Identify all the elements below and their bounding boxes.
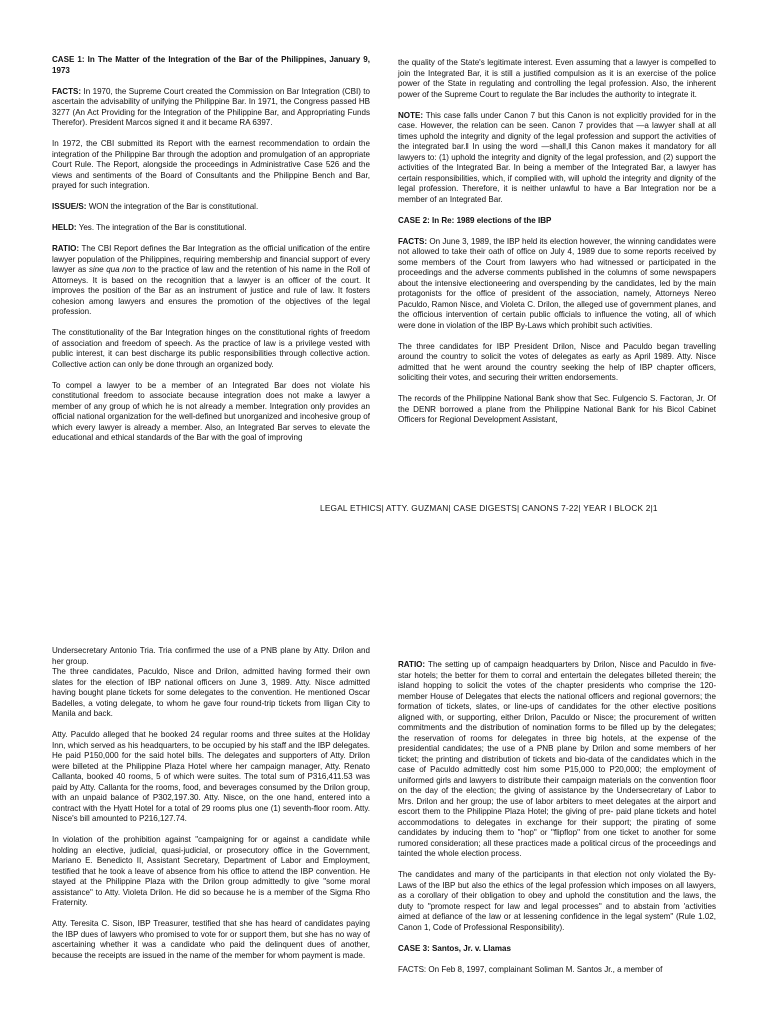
- case2-ratio: [398, 660, 716, 860]
- case1-compel-paragraph: To compel a lawyer to be a member of an Integrated Bar does not violate his constitutional freedom to associate because integration does not make a lawyer a member of any group of which he is not already a member. Integration only provides an official national organization for the well-defined but unorganized and incohesive group of which every lawyer is already a member. Also, an Integrated Bar serves to elevate the educational and ethical standards of the Bar with the goal of improving: [52, 380, 370, 442]
- page1-right-column: [398, 58, 716, 426]
- ratio-latin-term: sine qua non: [88, 265, 136, 274]
- page1-left-column: [52, 55, 370, 444]
- case1-facts-paragraph-2: In 1972, the CBI submitted its Report with the earnest recommendation to ordain the integration of the Philippine Bar through the adoption and promulgation of an appropriate Court Rule. The Report, alongside the proceedings in Administrative Case 526 and the views and sentiments of the Board of Consultants and the Philippine Bench and Bar, prayed for such integration.: [52, 139, 370, 190]
- issue-text: WON the integration of the Bar is constitutional.: [88, 202, 259, 211]
- ratio-text-a: The CBI Report defines the Bar Integration as the official unification of the entire lawyer population of the Philippines, requiring membership and financial support of every lawyer as: [52, 244, 370, 274]
- ratio-label: RATIO:: [52, 244, 80, 253]
- case2-ratio-label: RATIO:: [398, 660, 426, 669]
- case1-facts-text: In 1970, the Supreme Court created the Commission on Bar Integration (CBI) to ascertain the advisability of unifying the Philippine Bar. In 1971, the Congress passed HB 3277 (An Act Providing for the Integration of the Philippine Bar, and Appropriating Funds Therefor). President Marcos signed it and it became RA 6397.: [52, 86, 370, 127]
- issue-label: ISSUE/S:: [52, 202, 87, 211]
- page2-right-column: [398, 660, 716, 975]
- tria-sentence: Undersecretary Antonio Tria. Tria confirmed the use of a PNB plane by Atty. Drilon and her group.: [52, 646, 370, 666]
- held-text: Yes. The integration of the Bar is constitutional.: [78, 223, 247, 232]
- case3-facts-cut-line: FACTS: On Feb 8, 1997, complainant Soliman M. Santos Jr., a member of: [398, 964, 663, 974]
- page-footer: LEGAL ETHICS| ATTY. GUZMAN| CASE DIGESTS| CANONS 7-22| YEAR I BLOCK 2|1: [320, 503, 658, 513]
- note-text: This case falls under Canon 7 but this Canon is not explicitly provided for in the case. However, the relation can be seen. Canon 7 provides that ―a lawyer shall at all times uphold the integrity and dignity of the legal profession and support the activities of the integrated bar.‖ In using the word ―shall,‖ this Canon makes it mandatory for all lawyers to: (1) uphold the integrity and dignity of the legal profession, and (2) support the activities of the Integrated Bar. In being a member of the Integrated Bar, a lawyer has certain responsibilities, which, if complied with, will uphold the integrity and dignity of the legal profession. Therefore, it is neither unlawful to have a Bar Integration nor be a member of an Integrated Bar.: [398, 110, 716, 204]
- case2-ethics-paragraph: The candidates and many of the participants in that election not only violated the By-Laws of the IBP but also the ethics of the legal profession which imposes on all lawyers, as a corollary of their obligation to obey and uphold the constitution and the laws, the duty to "promote respect for law and legal processes" and to abstain from 'activities aimed at defiance of the law or at lessening confidence in the legal system" (Rule 1.02, Canon 1, Code of Professional Responsibility).: [398, 870, 716, 932]
- case1-issue: [52, 202, 370, 213]
- case1-note: [398, 111, 716, 206]
- case1-ratio: [52, 244, 370, 318]
- facts-label: FACTS:: [52, 86, 82, 96]
- case1-heading: CASE 1: In The Matter of the Integration of the Bar of the Philippines, January 9, 1973: [52, 55, 370, 75]
- case2-continuation-paragraph: [52, 646, 370, 720]
- case2-facts-text: On June 3, 1989, the IBP held its election however, the winning candidates were not allowed to take their oath of office on July 4, 1989 due to some reports received by some members of the Court from lawyers who had witnessed or participated in the proceedings and the adverse comments published in the columns of some newspapers about the intensive electioneering and overspending by the candidates, led by the main protagonists for the office of president of the association, namely, Attorneys Nereo Paculdo, Ramon Nisce, and Violeta C. Drilon, the alleged use of government planes, and the officious intervention of certain public officials to influence the voting, all of which were done in violation of the IBP By-Laws which prohibit such activities.: [398, 236, 716, 330]
- document-page-2: [0, 640, 768, 1024]
- case2-facts-paragraph: [398, 237, 716, 332]
- slates-sentence: The three candidates, Paculdo, Nisce and Drilon, admitted having formed their own slates for the election of IBP national officers on June 3, 1989. Atty. Nisce admitted having bought plane tickets for some delegates to the convention. He mentioned Oscar Badelles, a voting delegate, to whom he gave four round-trip tickets from Iligan City to Manila and back.: [52, 667, 370, 718]
- case2-ratio-text: The setting up of campaign headquarters by Drilon, Nisce and Paculdo in five-star hotels; the better for them to corral and entertain the delegates billeted therein; the island hopping to solicit the votes of the chapter presidents who comprise the 120-member House of Delegates that elects the national officers and regional governors; the formation of tickets, slates, or line-ups of candidates for the other elective positions aligned with, or supporting, either Drilon, Paculdo or Nisce; the procurement of written commitments and the distribution of nomination forms to be filled up by the delegates; the reservation of rooms for delegates in three big hotels, at the expense of the presidential candidates; the use of a PNB plane by Drilon and some members of her ticket; the printing and distribution of tickets and bio-data of the candidates which in the case of Paculdo admittedly cost him some P15,000 to P20,000; the employment of uniformed girls and lawyers to distribute their campaign materials on the convention floor on the day of the election; the giving of assistance by the Undersecretary of Labor to Mrs. Drilon and her group; the use of labor arbiters to meet delegates at the airport and escort them to the Philippine Plaza Hotel; the giving of pre- paid plane tickets and hotel accommodations to delegates in exchange for their support; the pirating of some candidates by inducing them to "hop" or "flipflop" from one ticket to another for some rumored consideration; all these practices made a political circus of the proceedings and tainted the whole election process.: [398, 660, 716, 858]
- case1-held: [52, 223, 370, 234]
- case1-continuation-paragraph: the quality of the State's legitimate interest. Even assuming that a lawyer is compelled to join the Integrated Bar, it is still a justified compulsion as it is an exercise of the police power of the State in regulating and controlling the legal profession. Also, the inherent power of the Supreme Court to regulate the Bar includes the authority to integrate it.: [398, 58, 716, 99]
- case1-facts-paragraph: [52, 87, 370, 129]
- campaigning-violation-paragraph: In violation of the prohibition against "campaigning for or against a candidate while holding an elective, judicial, quasi-judicial, or prosecutory office in the Government, Mariano E. Benedicto II, Assistant Secretary, Department of Labor and Employment, testified that he took a leave of absence from his office to attend the IBP convention. He stayed at the Philippine Plaza with the Drilon group admittedly to give "some moral assistance" to Atty. Violeta Drilon. He did so because he is a member of the Sigma Rho Fraternity.: [52, 835, 370, 907]
- case2-facts-paragraph-2: The three candidates for IBP President Drilon, Nisce and Paculdo began travelling around the country to solicit the votes of delegates as early as April 1989. Atty. Nisce admitted that he went around the country seeking the help of IBP chapter officers, soliciting their votes, and securing their written endorsements.: [398, 341, 716, 382]
- note-label: NOTE:: [398, 110, 424, 120]
- case2-facts-paragraph-3: The records of the Philippine National Bank show that Sec. Fulgencio S. Factoran, Jr. Of the DENR borrowed a plane from the Philippine National Bank for his Bicol Cabinet Officers for Regional Development Assistant,: [398, 394, 716, 424]
- case1-constitutionality-paragraph: The constitutionality of the Bar Integration hinges on the constitutional rights of freedom of association and freedom of speech. As the practice of law is a privilege vested with public interest, it can best discharge its public responsibilities through collective action. Collective action can only be done through an organized body.: [52, 328, 370, 369]
- treasurer-testimony-paragraph: Atty. Teresita C. Sison, IBP Treasurer, testified that she has heard of candidates paying the IBP dues of lawyers who promised to vote for or support them, but she has no way of ascertaining whether it was a candidate who paid the delinquent dues of another, because the receipts are issued in the name of the member for whom payment is made.: [52, 919, 370, 960]
- ratio-text-b: to the practice of law and the retention of his name in the Roll of Attorneys. It is based on the recognition that a lawyer is an officer of the court. It improves the position of the Bar as an instrument of justice and rule of law. It fosters cohesion among lawyers and ensures the promotion of the objectives of the legal profession.: [52, 265, 370, 316]
- held-label: HELD:: [52, 223, 77, 232]
- case3-heading: CASE 3: Santos, Jr. v. Llamas: [398, 943, 511, 953]
- hotel-bookings-paragraph: Atty. Paculdo alleged that he booked 24 regular rooms and three suites at the Holiday Inn, which served as his headquarters, to be occupied by his staff and the IBP delegates. He paid P150,000 for the said hotel bills. The delegates and supporters of Atty. Drilon were billeted at the Philippine Plaza Hotel where her campaign manager, Atty. Renato Callanta, booked 40 rooms, 5 of which were suites. The total sum of P316,411.53 was paid by Atty. Callanta for the rooms, food, and beverages consumed by the Drilon group, with an unpaid balance of P302,197.30. Atty. Nisce, on the one hand, entered into a contract with the Hyatt Hotel for a total of 29 rooms plus one (1) seventh-floor room. Atty. Nisce's bill amounted to P216,127.74.: [52, 730, 370, 823]
- case2-heading: CASE 2: In Re: 1989 elections of the IBP: [398, 215, 552, 225]
- page2-left-column: [52, 646, 370, 961]
- case2-facts-label: FACTS:: [398, 236, 428, 246]
